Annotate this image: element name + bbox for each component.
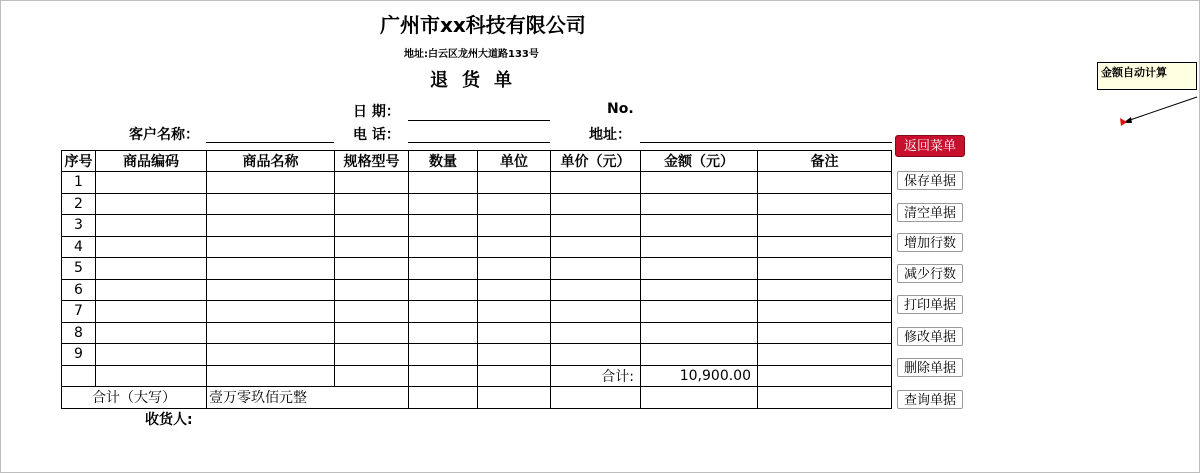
table-cell[interactable] bbox=[409, 365, 478, 387]
table-row bbox=[62, 215, 892, 237]
table-cell[interactable] bbox=[207, 322, 335, 344]
table-row bbox=[62, 258, 892, 280]
add-row-button[interactable]: 增加行数 bbox=[897, 233, 963, 252]
no-label: No. bbox=[607, 101, 634, 117]
returns-table bbox=[61, 150, 892, 409]
table-cell[interactable] bbox=[641, 215, 758, 237]
table-cell[interactable] bbox=[641, 236, 758, 258]
table-cell[interactable] bbox=[758, 258, 892, 280]
table-cell[interactable] bbox=[96, 193, 207, 215]
table-body bbox=[62, 172, 892, 366]
table-cell[interactable] bbox=[758, 322, 892, 344]
table-header-row bbox=[62, 151, 892, 172]
table-cell[interactable] bbox=[335, 322, 409, 344]
table-cell[interactable] bbox=[96, 279, 207, 301]
table-cell[interactable] bbox=[641, 193, 758, 215]
address-label: 地址： bbox=[589, 127, 631, 143]
table-cell[interactable] bbox=[335, 236, 409, 258]
table-cell[interactable] bbox=[207, 301, 335, 323]
table-cell[interactable] bbox=[335, 215, 409, 237]
table-cell[interactable] bbox=[641, 387, 758, 409]
table-row bbox=[62, 172, 892, 194]
print-button[interactable]: 打印单据 bbox=[897, 295, 963, 314]
table-cell[interactable] bbox=[96, 344, 207, 366]
table-cell[interactable] bbox=[551, 258, 641, 280]
table-cell[interactable] bbox=[478, 365, 551, 387]
table-cell[interactable] bbox=[409, 279, 478, 301]
table-cell[interactable] bbox=[478, 301, 551, 323]
table-cell[interactable] bbox=[335, 279, 409, 301]
table-cell[interactable] bbox=[478, 387, 551, 409]
table-cell[interactable] bbox=[551, 193, 641, 215]
date-field[interactable] bbox=[408, 120, 550, 121]
table-cell[interactable] bbox=[641, 172, 758, 194]
table-cell[interactable] bbox=[551, 344, 641, 366]
total-caps-row bbox=[62, 387, 892, 409]
row-number: 6 bbox=[62, 279, 96, 301]
row-number: 2 bbox=[62, 193, 96, 215]
total-caps-value[interactable]: 壹万零玖佰元整 bbox=[207, 387, 409, 409]
receiver-label: 收货人: bbox=[145, 412, 193, 428]
date-label: 日 期： bbox=[353, 104, 400, 120]
table-cell[interactable] bbox=[641, 279, 758, 301]
col-header-index: 序号 bbox=[62, 151, 96, 172]
phone-label: 电 话： bbox=[353, 127, 400, 143]
company-address: 地址:白云区龙州大道路133号 bbox=[404, 49, 539, 60]
table-cell[interactable] bbox=[207, 193, 335, 215]
total-caps-label: 合计（大写） bbox=[62, 387, 207, 409]
table-cell[interactable] bbox=[758, 301, 892, 323]
col-header-code: 商品编码 bbox=[96, 151, 207, 172]
table-cell[interactable] bbox=[335, 193, 409, 215]
table-cell[interactable] bbox=[409, 387, 478, 409]
table-row bbox=[62, 279, 892, 301]
col-header-spec: 规格型号 bbox=[335, 151, 409, 172]
subtotal-row bbox=[62, 365, 892, 387]
table-cell[interactable] bbox=[478, 193, 551, 215]
table-cell[interactable] bbox=[551, 387, 641, 409]
col-header-name: 商品名称 bbox=[207, 151, 335, 172]
remove-row-button[interactable]: 减少行数 bbox=[897, 264, 963, 283]
table-cell[interactable] bbox=[335, 365, 409, 387]
row-number: 1 bbox=[62, 172, 96, 194]
document-title: 退货单 bbox=[430, 70, 526, 91]
table-cell[interactable] bbox=[96, 301, 207, 323]
comment-note bbox=[1097, 62, 1197, 90]
table-cell[interactable] bbox=[207, 215, 335, 237]
table-row bbox=[62, 236, 892, 258]
company-name: 广州市xx科技有限公司 bbox=[380, 13, 586, 37]
customer-name-field[interactable] bbox=[206, 142, 334, 143]
table-cell[interactable] bbox=[551, 215, 641, 237]
table-cell[interactable] bbox=[409, 258, 478, 280]
table-cell[interactable] bbox=[758, 172, 892, 194]
table-cell[interactable] bbox=[758, 215, 892, 237]
table-row bbox=[62, 344, 892, 366]
table-cell[interactable] bbox=[409, 172, 478, 194]
address-field[interactable] bbox=[640, 142, 892, 143]
table-cell[interactable] bbox=[551, 279, 641, 301]
table-cell[interactable] bbox=[207, 344, 335, 366]
table-cell[interactable] bbox=[207, 279, 335, 301]
col-header-qty: 数量 bbox=[409, 151, 478, 172]
col-header-remark: 备注 bbox=[758, 151, 892, 172]
table-cell[interactable] bbox=[758, 365, 892, 387]
table-cell[interactable] bbox=[96, 365, 207, 387]
col-header-price: 单价（元） bbox=[551, 151, 641, 172]
table-cell[interactable] bbox=[478, 344, 551, 366]
col-header-amount: 金额（元） bbox=[641, 151, 758, 172]
table-cell[interactable] bbox=[551, 322, 641, 344]
clear-button[interactable]: 清空单据 bbox=[897, 203, 963, 222]
table-cell[interactable] bbox=[758, 279, 892, 301]
table-cell[interactable] bbox=[478, 258, 551, 280]
table-cell[interactable] bbox=[478, 236, 551, 258]
row-number: 4 bbox=[62, 236, 96, 258]
table-cell[interactable] bbox=[96, 322, 207, 344]
table-cell[interactable] bbox=[207, 365, 335, 387]
row-number: 9 bbox=[62, 344, 96, 366]
table-cell[interactable] bbox=[641, 344, 758, 366]
customer-name-label: 客户名称： bbox=[129, 127, 199, 143]
table-cell[interactable] bbox=[641, 322, 758, 344]
table-cell[interactable] bbox=[758, 236, 892, 258]
table-cell[interactable] bbox=[335, 301, 409, 323]
table-cell[interactable] bbox=[758, 344, 892, 366]
table-cell[interactable] bbox=[409, 236, 478, 258]
table-cell[interactable] bbox=[335, 258, 409, 280]
table-row bbox=[62, 193, 892, 215]
save-button[interactable]: 保存单据 bbox=[897, 171, 963, 190]
subtotal-label: 合计: bbox=[551, 365, 641, 387]
query-button[interactable]: 查询单据 bbox=[897, 390, 963, 409]
edit-button[interactable]: 修改单据 bbox=[897, 327, 963, 346]
table-cell[interactable] bbox=[641, 258, 758, 280]
table-cell[interactable] bbox=[409, 193, 478, 215]
table-cell[interactable] bbox=[62, 365, 96, 387]
table-cell[interactable] bbox=[758, 387, 892, 409]
table-cell[interactable] bbox=[478, 215, 551, 237]
table-cell[interactable] bbox=[207, 236, 335, 258]
table-cell[interactable] bbox=[409, 322, 478, 344]
phone-field[interactable] bbox=[408, 142, 550, 143]
table-cell[interactable] bbox=[207, 172, 335, 194]
delete-button[interactable]: 删除单据 bbox=[897, 358, 963, 377]
table-cell[interactable] bbox=[335, 172, 409, 194]
table-cell[interactable] bbox=[96, 236, 207, 258]
table-cell[interactable] bbox=[551, 301, 641, 323]
table-row bbox=[62, 322, 892, 344]
row-number: 7 bbox=[62, 301, 96, 323]
table-cell[interactable] bbox=[409, 301, 478, 323]
table-cell[interactable] bbox=[551, 172, 641, 194]
table-cell[interactable] bbox=[335, 344, 409, 366]
table-cell[interactable] bbox=[758, 193, 892, 215]
table-cell[interactable] bbox=[409, 344, 478, 366]
table-cell[interactable] bbox=[96, 215, 207, 237]
table-cell[interactable] bbox=[478, 172, 551, 194]
row-number: 3 bbox=[62, 215, 96, 237]
table-row bbox=[62, 301, 892, 323]
table-cell[interactable] bbox=[96, 172, 207, 194]
table-cell[interactable] bbox=[409, 215, 478, 237]
row-number: 8 bbox=[62, 322, 96, 344]
row-number: 5 bbox=[62, 258, 96, 280]
table-cell[interactable] bbox=[207, 258, 335, 280]
col-header-unit: 单位 bbox=[478, 151, 551, 172]
return-menu-button[interactable]: 返回菜单 bbox=[895, 135, 965, 157]
table-cell[interactable] bbox=[551, 236, 641, 258]
table-cell[interactable] bbox=[96, 258, 207, 280]
table-cell[interactable] bbox=[478, 279, 551, 301]
table-cell[interactable] bbox=[641, 301, 758, 323]
comment-text: 金额自动计算 bbox=[1101, 66, 1167, 79]
table-cell[interactable] bbox=[478, 322, 551, 344]
subtotal-value[interactable]: 10,900.00 bbox=[641, 365, 758, 387]
